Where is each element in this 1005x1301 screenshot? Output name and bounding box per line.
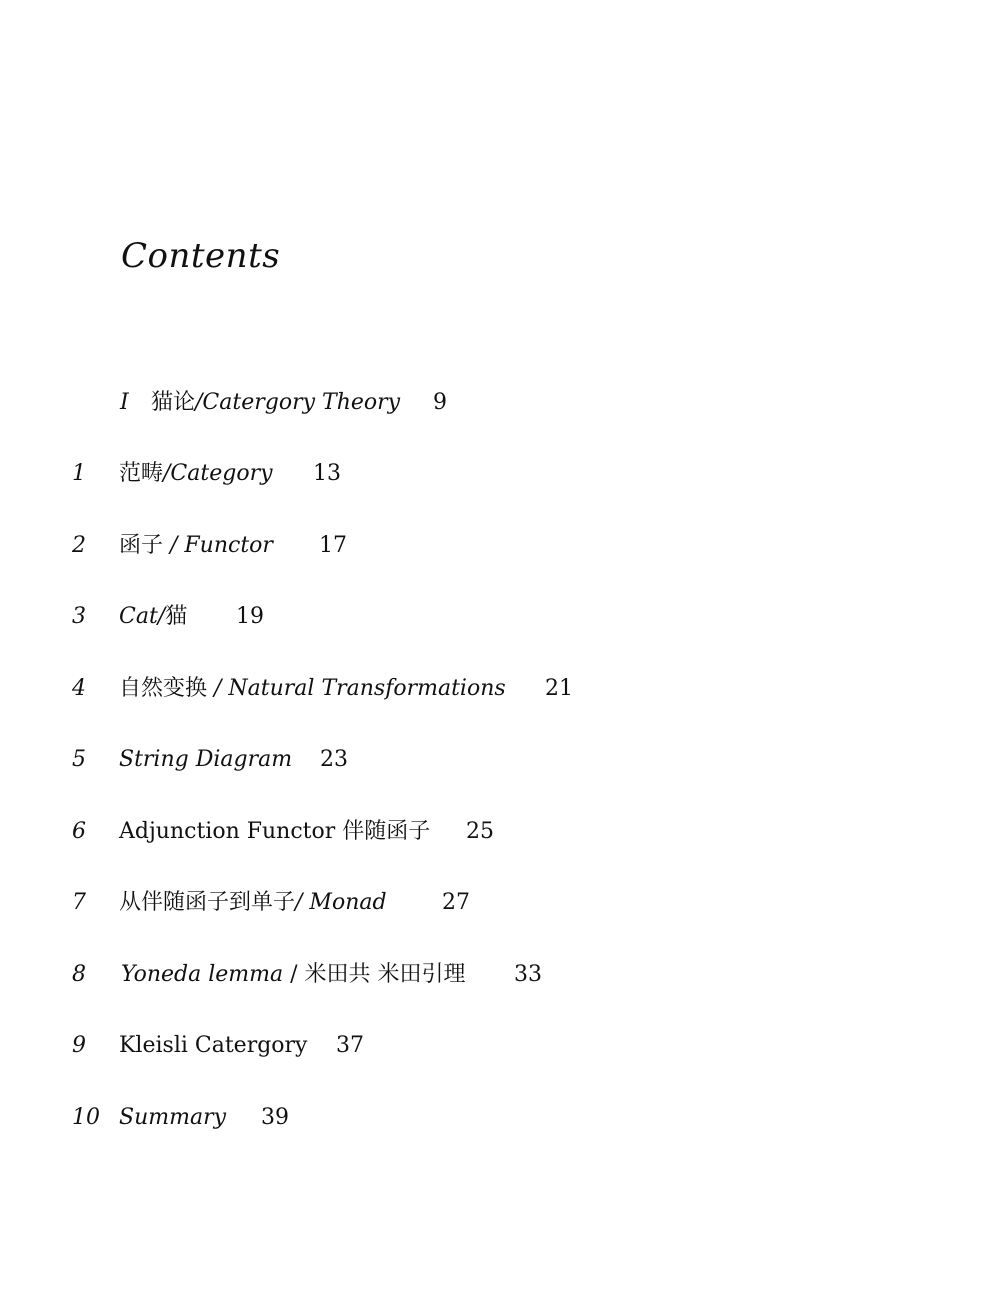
- chapter-title-latin: Yoneda lemma: [121, 962, 284, 987]
- chapter-title-separator: /: [283, 962, 305, 987]
- part-title-cjk: 猫论: [151, 390, 196, 415]
- chapter-title-latin: Adjunction Functor: [119, 819, 343, 844]
- part-title[interactable]: [151, 386, 400, 420]
- chapter-title[interactable]: [119, 600, 187, 634]
- chapter-number: 5: [72, 747, 86, 772]
- page-title: Contents: [121, 236, 281, 276]
- chapter-number: 2: [72, 533, 86, 558]
- chapter-number: 7: [72, 890, 86, 915]
- chapter-number: 6: [72, 819, 86, 844]
- chapter-number: 10: [72, 1105, 100, 1130]
- chapter-title[interactable]: [119, 815, 430, 849]
- chapter-title-latin: String Diagram: [119, 747, 293, 772]
- chapter-page-number: 21: [545, 676, 573, 701]
- chapter-number: 1: [72, 461, 86, 486]
- toc-chapter-entry[interactable]: [0, 815, 1005, 849]
- chapter-title-cjk: 猫: [165, 604, 188, 629]
- toc-chapter-entry[interactable]: [0, 600, 1005, 634]
- chapter-number: 4: [72, 676, 86, 701]
- chapter-page-number: 27: [442, 890, 470, 915]
- chapter-title-latin: Summary: [119, 1105, 227, 1130]
- toc-chapter-entry[interactable]: [0, 958, 1005, 992]
- part-title-latin: /Catergory Theory: [195, 390, 401, 415]
- chapter-title[interactable]: [119, 457, 273, 491]
- chapter-number: 8: [72, 962, 86, 987]
- chapter-title-cjk: 范畴: [119, 461, 164, 486]
- chapter-title[interactable]: [119, 529, 273, 563]
- chapter-title[interactable]: [119, 672, 506, 706]
- chapter-page-number: 19: [236, 604, 264, 629]
- chapter-title[interactable]: [121, 958, 466, 992]
- part-number: I: [120, 390, 129, 415]
- chapter-title[interactable]: [119, 743, 292, 777]
- chapter-page-number: 25: [466, 819, 494, 844]
- toc-chapter-entry[interactable]: [0, 886, 1005, 920]
- chapter-page-number: 13: [313, 461, 341, 486]
- toc-chapter-entry[interactable]: [0, 1029, 1005, 1063]
- toc-chapter-entry[interactable]: [0, 457, 1005, 491]
- chapter-title-latin: Cat/: [119, 604, 166, 629]
- chapter-title-latin: / Natural Transformations: [214, 676, 506, 701]
- chapter-page-number: 37: [336, 1033, 364, 1058]
- toc-chapter-entry[interactable]: [0, 1101, 1005, 1135]
- chapter-title-cjk: 自然变换: [119, 676, 214, 701]
- part-page-number: 9: [433, 390, 447, 415]
- chapter-title-latin: / Monad: [295, 890, 387, 915]
- chapter-page-number: 17: [319, 533, 347, 558]
- chapter-title-latin: / Functor: [170, 533, 273, 558]
- chapter-title-cjk: 从伴随函子到单子: [119, 890, 296, 915]
- chapter-title-latin: /Category: [163, 461, 273, 486]
- chapter-page-number: 33: [514, 962, 542, 987]
- chapter-number: 3: [72, 604, 86, 629]
- toc-chapter-entry[interactable]: [0, 529, 1005, 563]
- chapter-title-cjk: 米田共 米田引理: [304, 962, 466, 987]
- toc-chapter-entry[interactable]: [0, 743, 1005, 777]
- chapter-title[interactable]: [119, 1101, 226, 1135]
- toc-chapter-entry[interactable]: [0, 672, 1005, 706]
- chapter-page-number: 39: [261, 1105, 289, 1130]
- toc-part-entry[interactable]: [0, 386, 1005, 420]
- chapter-title[interactable]: [119, 886, 387, 920]
- chapter-page-number: 23: [320, 747, 348, 772]
- chapter-number: 9: [72, 1033, 86, 1058]
- chapter-title-latin: Kleisli Catergory: [119, 1033, 308, 1058]
- chapter-title-cjk: 函子: [119, 533, 170, 558]
- chapter-title[interactable]: [119, 1029, 307, 1063]
- chapter-title-cjk: 伴随函子: [342, 819, 431, 844]
